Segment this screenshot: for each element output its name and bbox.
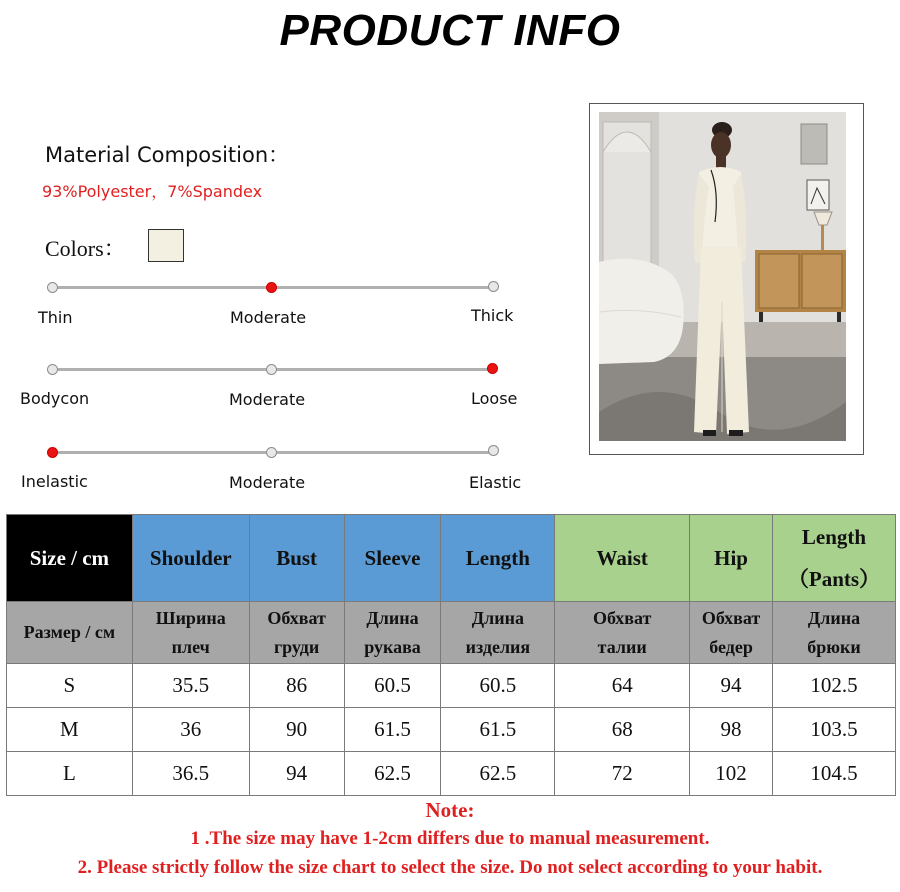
- size-cell: S: [7, 664, 133, 708]
- note-title: Note:: [425, 798, 475, 822]
- moderate-label: Moderate: [229, 473, 306, 492]
- bodycon-label: Bodycon: [20, 389, 90, 408]
- rus-header-size: [7, 602, 133, 664]
- material-label: Material Composition：: [45, 143, 290, 167]
- header-hip: Hip: [690, 515, 773, 602]
- elastic-label: Elastic: [469, 473, 522, 492]
- rus-header-sleeve: [344, 602, 441, 664]
- table-cell: 60.5: [441, 664, 555, 708]
- table-cell: 94: [249, 752, 344, 796]
- thick-dot: [488, 281, 499, 292]
- table-cell: 104.5: [773, 752, 896, 796]
- table-cell: 68: [555, 708, 690, 752]
- rus-header-text: бедер: [709, 636, 753, 657]
- header-pants-length-line1: Length: [801, 525, 867, 549]
- table-cell: 98: [690, 708, 773, 752]
- colors-label: Colors：: [45, 236, 126, 261]
- rus-header-text: Размер / см: [23, 622, 116, 642]
- rus-header-text: брюки: [807, 636, 861, 657]
- inelastic-dot-selected: [47, 447, 58, 458]
- rus-header-text: плеч: [171, 636, 210, 657]
- product-photo-frame: [589, 103, 864, 455]
- product-photo[interactable]: [599, 112, 846, 441]
- table-cell: 86: [249, 664, 344, 708]
- table-cell: 103.5: [773, 708, 896, 752]
- rus-header-bust: [249, 602, 344, 664]
- table-cell: 72: [555, 752, 690, 796]
- size-cell: L: [7, 752, 133, 796]
- table-cell: 102: [690, 752, 773, 796]
- elastic-dot: [488, 445, 499, 456]
- table-cell: 62.5: [441, 752, 555, 796]
- rus-header-text: груди: [273, 636, 320, 657]
- rus-header-pants-length: [773, 602, 896, 664]
- header-sleeve: Sleeve: [344, 515, 441, 602]
- moderate-label: Moderate: [229, 390, 306, 409]
- table-cell: 36.5: [132, 752, 249, 796]
- size-chart-table: [6, 514, 896, 796]
- rus-header-text: Обхват: [701, 607, 761, 628]
- table-cell: 90: [249, 708, 344, 752]
- rus-header-text: Обхват: [592, 607, 652, 628]
- rus-header-text: талии: [597, 636, 647, 657]
- header-bust: Bust: [249, 515, 344, 602]
- header-size: Size / cm: [7, 515, 133, 602]
- note-line-2: 2. Please strictly follow the size chart to select the size. Do not select according to your habit.: [77, 857, 823, 878]
- table-header-row: [7, 515, 896, 602]
- rus-header-text: рукава: [364, 636, 421, 657]
- header-pants-length-line2: （Pants）: [787, 567, 881, 591]
- table-cell: 94: [690, 664, 773, 708]
- table-cell: 61.5: [441, 708, 555, 752]
- bodycon-dot: [47, 364, 58, 375]
- header-shoulder: Shoulder: [132, 515, 249, 602]
- moderate-dot: [266, 364, 277, 375]
- header-waist: Waist: [555, 515, 690, 602]
- thin-label: Thin: [38, 308, 73, 327]
- thick-label: Thick: [471, 306, 514, 325]
- rus-header-hip: [690, 602, 773, 664]
- rus-header-text: Длина: [807, 607, 861, 628]
- thin-dot: [47, 282, 58, 293]
- moderate-dot: [266, 447, 277, 458]
- note-line-1: 1 .The size may have 1-2cm differs due to manual measurement.: [190, 828, 710, 849]
- table-row: [7, 664, 896, 708]
- table-row: [7, 708, 896, 752]
- table-cell: 102.5: [773, 664, 896, 708]
- rus-header-shoulder: [132, 602, 249, 664]
- table-cell: 35.5: [132, 664, 249, 708]
- table-cell: 62.5: [344, 752, 441, 796]
- table-cell: 36: [132, 708, 249, 752]
- loose-dot-selected: [487, 363, 498, 374]
- table-cell: 61.5: [344, 708, 441, 752]
- product-photo-illustration: [599, 112, 846, 441]
- rus-header-length: [441, 602, 555, 664]
- table-cell: 60.5: [344, 664, 441, 708]
- table-cell: 64: [555, 664, 690, 708]
- rus-header-text: Длина: [366, 607, 419, 628]
- rus-header-text: Ширина: [155, 607, 226, 628]
- moderate-label: Moderate: [230, 308, 307, 327]
- header-pants-length: [773, 515, 896, 602]
- loose-label: Loose: [471, 389, 518, 408]
- inelastic-label: Inelastic: [21, 472, 88, 491]
- header-length: Length: [441, 515, 555, 602]
- rus-header-waist: [555, 602, 690, 664]
- page-title: PRODUCT INFO: [279, 6, 621, 55]
- color-swatch-cream[interactable]: [148, 229, 184, 262]
- moderate-dot-selected: [266, 282, 277, 293]
- material-value: 93%Polyester，7%Spandex: [42, 182, 263, 201]
- rus-header-text: Длина: [471, 607, 524, 628]
- rus-header-text: Обхват: [267, 607, 326, 628]
- size-cell: M: [7, 708, 133, 752]
- russian-header-row: [7, 602, 896, 664]
- table-row: [7, 752, 896, 796]
- rus-header-text: изделия: [465, 636, 531, 657]
